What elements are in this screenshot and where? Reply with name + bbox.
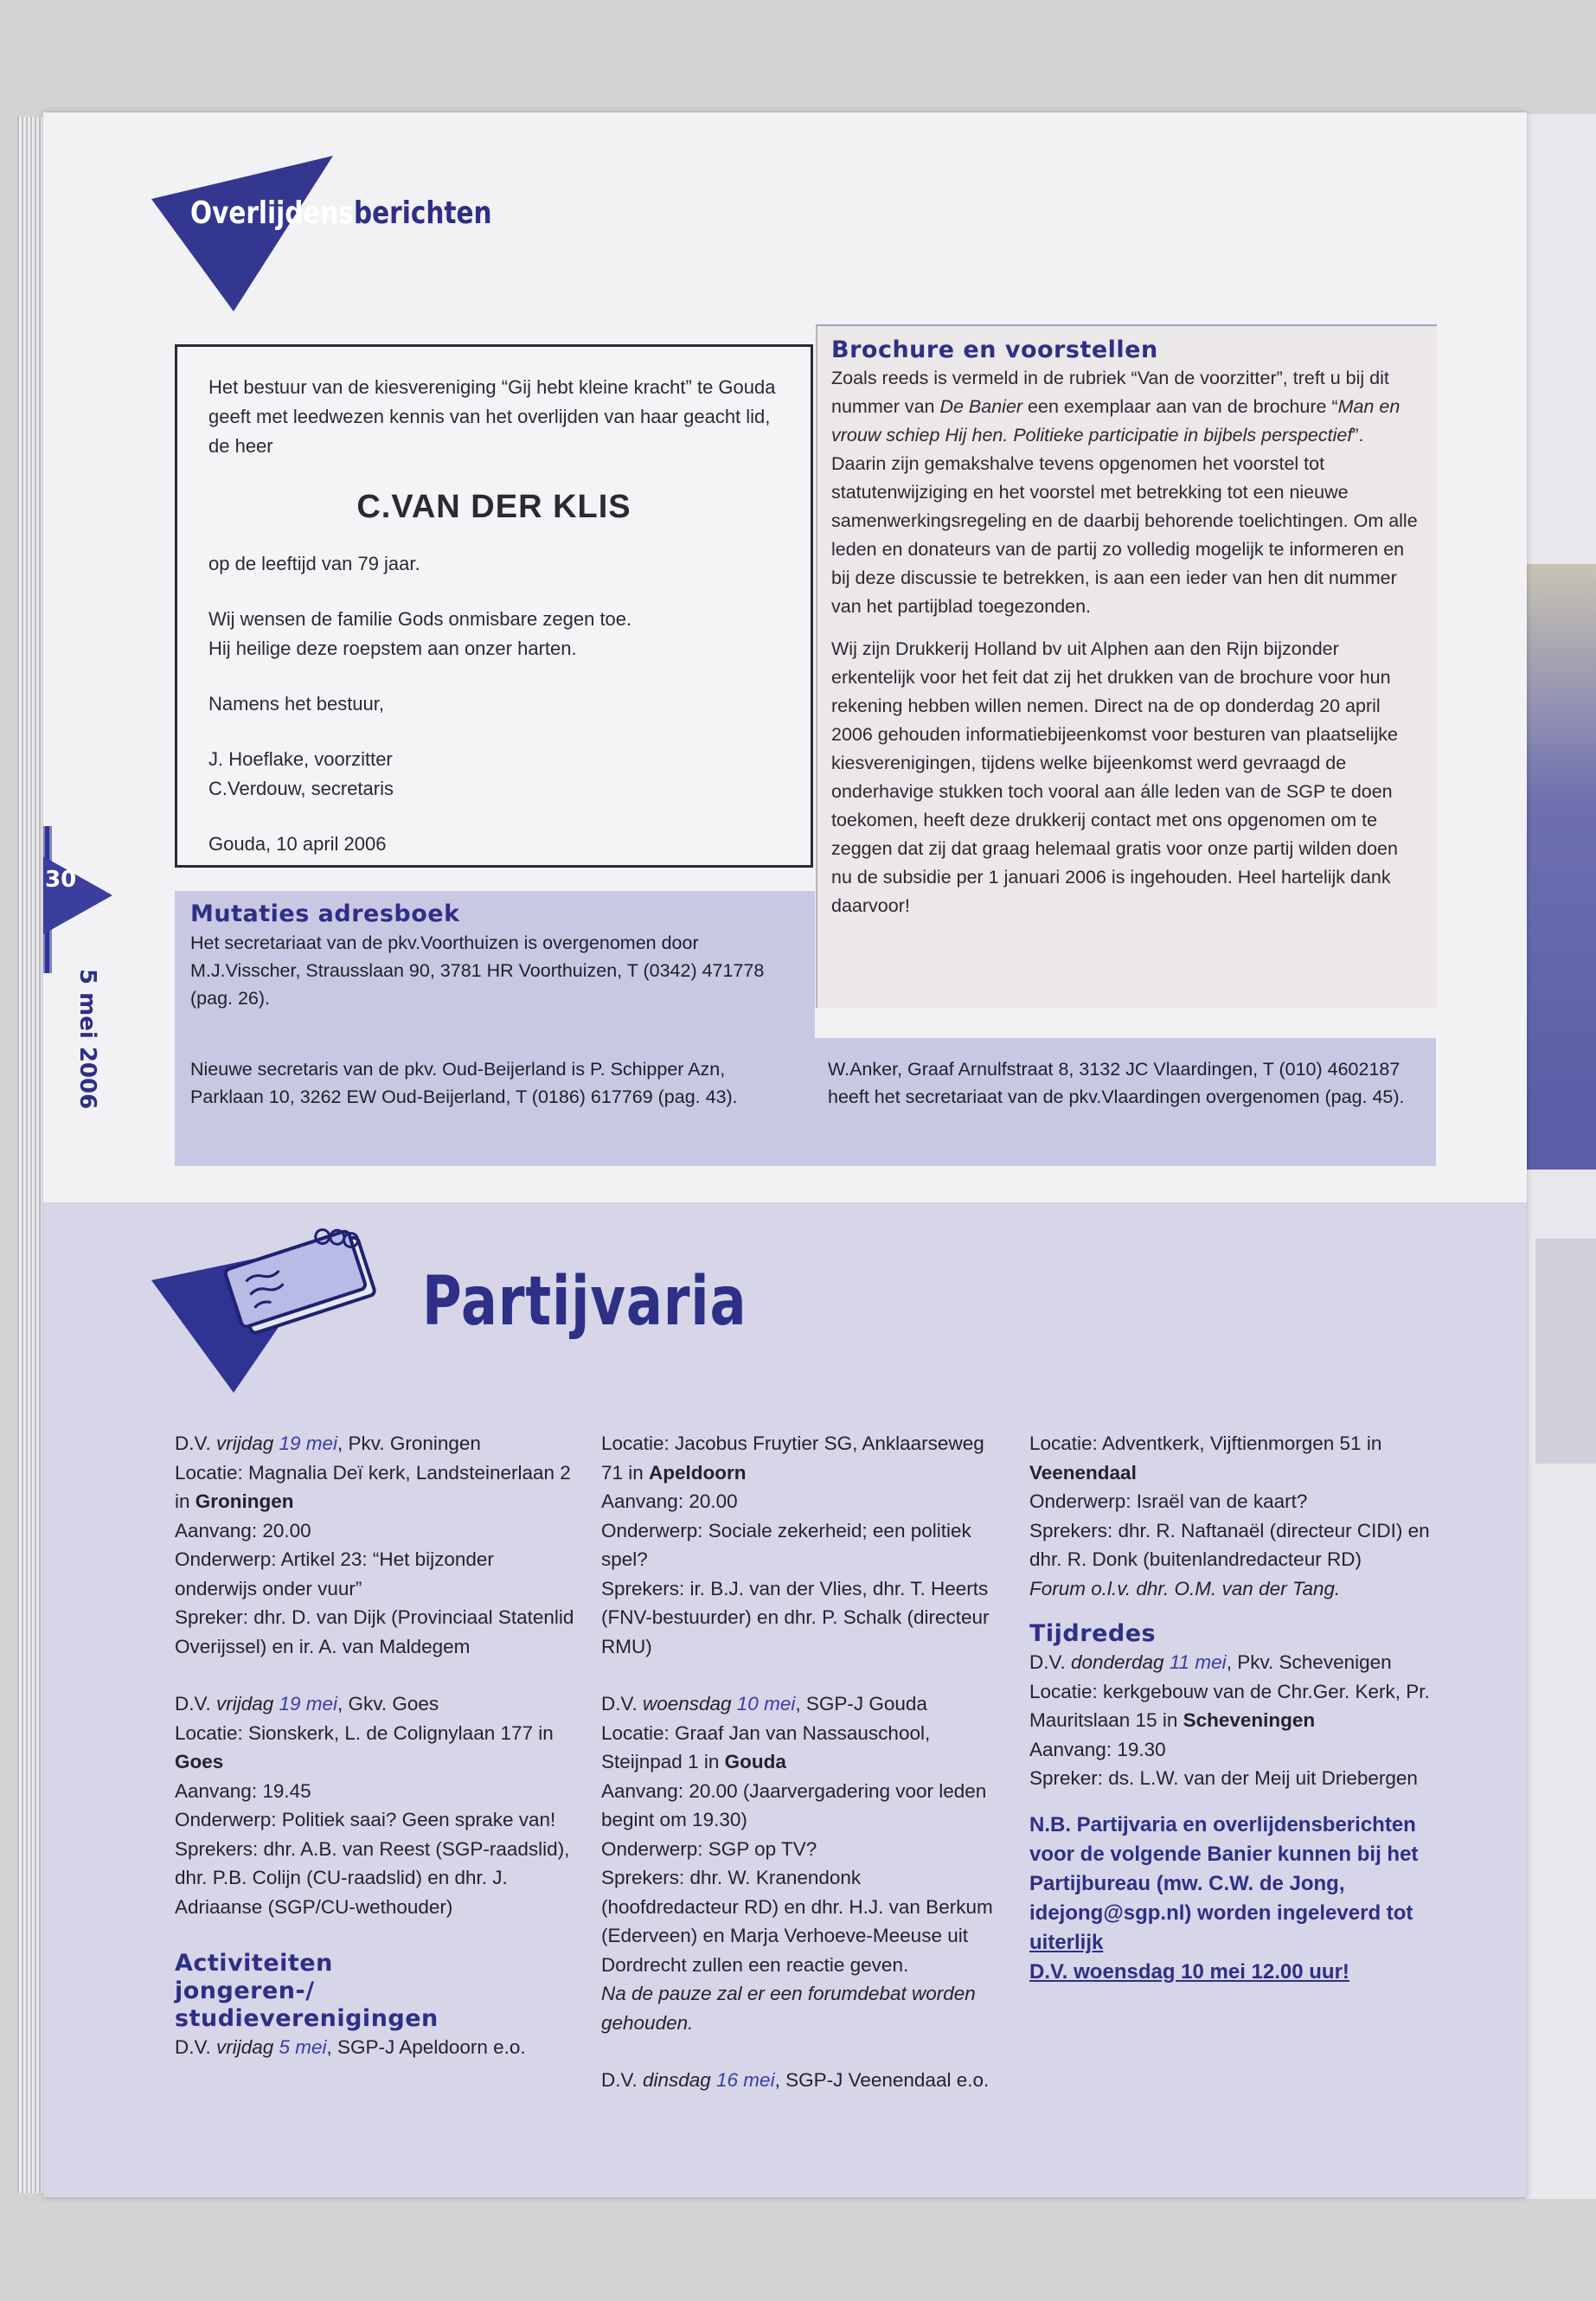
event-gouda: D.V. woensdag 10 mei, SGP-J Gouda Locatie: Graaf Jan van Nassauschool, Steijnpad 1 in Gouda Aanvang: 20.00 (Jaarvergadering voor leden begint om 19.30) Onderwerp: SGP op TV? Sprekers: dhr. W. Kranendonk (hoofdredacteur RD) en dhr. H.J. van Berkum (Ederveen) en Marja Verhoeve-Meeuse uit Dordrecht zullen een reactie geven. Na de pauze zal er een forumdebat worden gehouden. bbox=[601, 1693, 993, 2034]
mutaties-bottom bbox=[175, 1038, 1436, 1166]
death-notice bbox=[175, 344, 813, 868]
partijvaria-column-3 bbox=[1029, 1429, 1436, 1987]
mutatie-item-3: W.Anker, Graaf Arnulfstraat 8, 3132 JC Vlaardingen, T (010) 4602187 heeft het secretariaat van de pkv.Vlaardingen overgenomen (pag. 45). bbox=[828, 1059, 1405, 1107]
next-page-image-2 bbox=[1535, 1239, 1596, 1464]
event-scheveningen: D.V. donderdag 11 mei, Pkv. Schevenigen Locatie: kerkgebouw van de Chr.Ger. Kerk, Pr. Mauritslaan 15 in Scheveningen Aanvang: 19.30 Spreker: ds. L.W. van der Meij uit Driebergen bbox=[1029, 1651, 1430, 1789]
notice-signatures: J. Hoeflake, voorzitter C.Verdouw, secretaris bbox=[208, 748, 394, 799]
notice-intro: Het bestuur van de kiesvereniging “Gij hebt kleine kracht” te Gouda geeft met leedwezen kennis van het overlijden van haar geacht lid, de heer bbox=[208, 376, 776, 457]
event-goes: D.V. vrijdag 19 mei, Gkv. Goes Locatie: Sionskerk, L. de Colignylaan 177 in Goes Aanvang: 19.45 Onderwerp: Politiek saai? Geen sprake van! Sprekers: dhr. A.B. van Reest (SGP-raadslid), dhr. P.B. Colijn (CU-raadslid) en dhr. J. Adriaanse (SGP/CU-wethouder) bbox=[175, 1693, 570, 1918]
mutatie-item-1: Het secretariaat van de pkv.Voorthuizen is overgenomen door M.J.Visscher, Strausslaan 90, 3781 HR Voorthuizen, T (0342) 471778 (pag. 26). bbox=[190, 933, 765, 1009]
mutaties-title: Mutaties adresboek bbox=[190, 901, 460, 927]
next-page-image bbox=[1527, 564, 1596, 1170]
page-edges bbox=[17, 117, 43, 2193]
notice-age: op de leeftijd van 79 jaar. bbox=[208, 553, 420, 574]
page-number: 30 bbox=[45, 867, 77, 893]
notice-place-date: Gouda, 10 april 2006 bbox=[208, 833, 387, 855]
partijvaria-column-2 bbox=[601, 1429, 1003, 2095]
brochure-paragraph-2: Wij zijn Drukkerij Holland bv uit Alphen aan den Rijn bijzonder erkentelijk voor het feit dat zij het drukken van de brochure voor hun rekening hebben willen nemen. Direct na de op donderdag 20 april 2006 gehouden informatiebijeenkomst voor besturen van plaatselijke kiesverenigingen, tijdens welke bijeenkomst werd gevraagd de onderhavige stukken toch vooral aan álle leden van de SGP te doen toekomen, heeft deze drukkerij contact met ons opgenomen om te zeggen dat zij dat graag helemaal gratis voor onze partij wilden doen nu de subsidie per 1 januari 2006 is ingehouden. Heel hartelijk dank daarvoor! bbox=[831, 638, 1398, 916]
jongeren-subhead: Activiteiten jongeren-/ studieverenigingen bbox=[175, 1950, 439, 2032]
tijdredes-subhead: Tijdredes bbox=[1029, 1620, 1157, 1647]
mutaties-box bbox=[175, 891, 815, 1038]
issue-date: 5 mei 2006 bbox=[74, 969, 100, 1110]
partijvaria-title: Partijvaria bbox=[422, 1263, 747, 1341]
deceased-name: C.VAN DER KLIS bbox=[356, 489, 631, 525]
next-page-edge bbox=[1527, 114, 1596, 2199]
brochure-box bbox=[816, 324, 1437, 1008]
section-triangle-icon bbox=[151, 134, 359, 359]
magazine-page bbox=[43, 112, 1527, 2197]
brochure-title: Brochure en voorstellen bbox=[831, 336, 1158, 363]
notice-on-behalf: Namens het bestuur, bbox=[208, 693, 385, 715]
event-apeldoorn-details: Locatie: Jacobus Fruytier SG, Anklaarseweg 71 in Apeldoorn Aanvang: 20.00 Onderwerp: Sociale zekerheid; een politiek spel? Sprekers: ir. B.J. van der Vlies, dhr. T. Heerts (FNV-bestuurder) en dhr. P. Schalk (directeur RMU) bbox=[601, 1433, 990, 1657]
partijvaria-column-1 bbox=[175, 1429, 581, 2062]
event-veenendaal: D.V. dinsdag 16 mei, SGP-J Veenendaal e.o. bbox=[601, 2069, 990, 2091]
section-title: Overlijdensberichten bbox=[190, 195, 492, 231]
submission-note: N.B. Partijvaria en overlijdensberichten voor de volgende Banier kunnen bij het Partijbureau (mw. C.W. de Jong, idejong@sgp.nl) worden ingeleverd tot uiterlijk D.V. woensdag 10 mei 12.00 uur! bbox=[1029, 1812, 1419, 1984]
notebook-icon bbox=[151, 1207, 411, 1414]
event-groningen: D.V. vrijdag 19 mei, Pkv. Groningen Locatie: Magnalia Deï kerk, Landsteinerlaan 2 in Groningen Aanvang: 20.00 Onderwerp: Artikel 23: “Het bijzonder onderwijs onder vuur” Spreker: dhr. D. van Dijk (Provinciaal Statenlid Overijssel) en ir. A. van Maldegem bbox=[175, 1433, 574, 1657]
notice-wish: Wij wensen de familie Gods onmisbare zegen toe. Hij heilige deze roepstem aan onzer harten. bbox=[208, 608, 632, 659]
event-apeldoorn: D.V. vrijdag 5 mei, SGP-J Apeldoorn e.o. bbox=[175, 2036, 526, 2058]
event-veenendaal-details: Locatie: Adventkerk, Vijftienmorgen 51 in Veenendaal Onderwerp: Israël van de kaart? Sprekers: dhr. R. Naftanaël (directeur CIDI) en dhr. R. Donk (buitenlandredacteur RD) Forum o.l.v. dhr. O.M. van der Tang. bbox=[1029, 1433, 1430, 1599]
brochure-paragraph-1: Zoals reeds is vermeld in de rubriek “Van de voorzitter”, treft u bij dit nummer van De Banier een exemplaar aan van de brochure “Man en vrouw schiep Hij hen. Politieke participatie in bijbels perspectief”. Daarin zijn gemakshalve tevens opgenomen het voorstel tot statutenwijziging en het voorstel met betrekking tot een nieuwe samenwerkingsregeling en de daarbij behorende toelichtingen. Om alle leden en donateurs van de partij zo volledig mogelijk te informeren en bij deze discussie te betrekken, is aan een ieder van hen dit nummer van het partijblad toegezonden. bbox=[831, 368, 1418, 617]
mutatie-item-2: Nieuwe secretaris van de pkv. Oud-Beijerland is P. Schipper Azn, Parklaan 10, 3262 EW Oud-Beijerland, T (0186) 617769 (pag. 43). bbox=[190, 1059, 738, 1107]
